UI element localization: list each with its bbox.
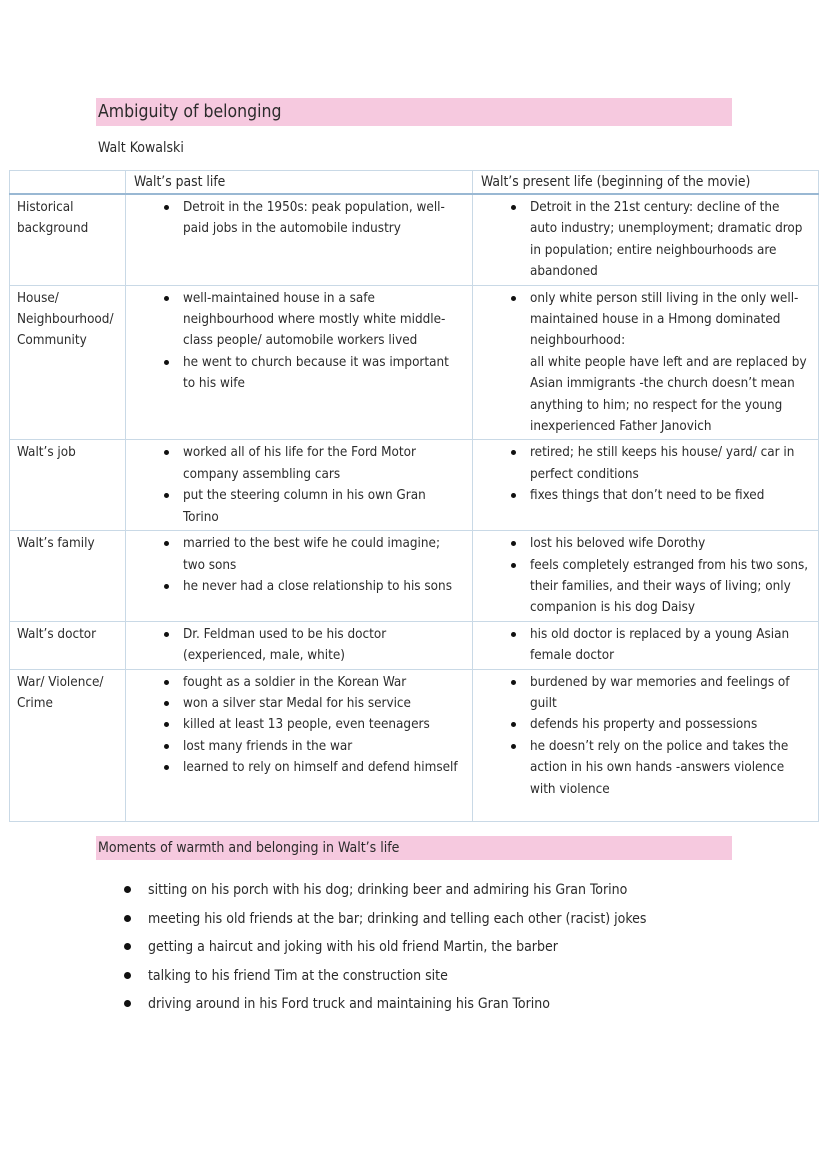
header-past-life: Walt’s past life — [126, 171, 473, 195]
list-item: his old doctor is replaced by a young Asian female doctor — [530, 624, 810, 667]
list-item: retired; he still keeps his house/ yard/ car in perfect conditions — [530, 442, 810, 485]
past-cell — [126, 669, 473, 821]
past-list — [126, 672, 464, 779]
list-item-text: only white person still living in the only well-maintained house in a Hmong dominated neighbourhood: — [530, 290, 799, 349]
present-list — [473, 288, 810, 438]
list-item: married to the best wife he could imagine; two sons — [183, 533, 464, 576]
list-item: he never had a close relationship to his sons — [183, 576, 464, 597]
list-item: lost his beloved wife Dorothy — [530, 533, 810, 554]
table-row — [10, 669, 819, 821]
past-cell — [126, 194, 473, 285]
past-list — [126, 442, 464, 528]
moments-list — [122, 876, 646, 1019]
list-item: he doesn’t rely on the police and takes the action in his own hands -answers violence with violence — [530, 736, 810, 800]
list-item: fixes things that don’t need to be fixed — [530, 485, 810, 506]
list-item: fought as a soldier in the Korean War — [183, 672, 464, 693]
list-item: Detroit in the 21st century: decline of the auto industry; unemployment; dramatic drop in population; entire neighbourhoods are abandoned — [530, 197, 810, 283]
list-item: worked all of his life for the Ford Motor company assembling cars — [183, 442, 464, 485]
list-item: won a silver star Medal for his service — [183, 693, 464, 714]
list-item: meeting his old friends at the bar; drinking and telling each other (racist) jokes — [148, 905, 646, 934]
row-label: Walt’s family — [10, 531, 126, 622]
past-cell — [126, 440, 473, 531]
subtitle: Walt Kowalski — [98, 140, 184, 156]
list-item: getting a haircut and joking with his old friend Martin, the barber — [148, 933, 646, 962]
past-list — [126, 197, 464, 240]
list-item: driving around in his Ford truck and maintaining his Gran Torino — [148, 990, 646, 1019]
list-item: well-maintained house in a safe neighbourhood where mostly white middle-class people/ automobile workers lived — [183, 288, 464, 352]
present-list — [473, 197, 810, 283]
list-item: lost many friends in the war — [183, 736, 464, 757]
present-cell — [473, 194, 819, 285]
list-item: burdened by war memories and feelings of guilt — [530, 672, 810, 715]
table-row — [10, 531, 819, 622]
past-cell — [126, 621, 473, 669]
header-empty — [10, 171, 126, 195]
list-item: Dr. Feldman used to be his doctor (experienced, male, white) — [183, 624, 464, 667]
row-label: Walt’s doctor — [10, 621, 126, 669]
present-cell — [473, 285, 819, 440]
list-item: feels completely estranged from his two sons, their families, and their ways of living; only companion is his dog Daisy — [530, 555, 810, 619]
list-item: Detroit in the 1950s: peak population, well-paid jobs in the automobile industry — [183, 197, 464, 240]
present-cell — [473, 440, 819, 531]
present-list — [473, 533, 810, 619]
row-label: Walt’s job — [10, 440, 126, 531]
present-cell — [473, 669, 819, 821]
table-header-row — [10, 171, 819, 195]
moments-heading: Moments of warmth and belonging in Walt’s life — [96, 836, 732, 860]
list-item: talking to his friend Tim at the construction site — [148, 962, 646, 991]
past-cell — [126, 285, 473, 440]
past-cell — [126, 531, 473, 622]
list-item — [530, 288, 810, 438]
list-item: sitting on his porch with his dog; drinking beer and admiring his Gran Torino — [148, 876, 646, 905]
header-present-life: Walt’s present life (beginning of the movie) — [473, 171, 819, 195]
past-list — [126, 624, 464, 667]
list-item: put the steering column in his own Gran Torino — [183, 485, 464, 528]
list-item: defends his property and possessions — [530, 714, 810, 735]
table-row — [10, 621, 819, 669]
list-item: learned to rely on himself and defend himself — [183, 757, 464, 778]
row-label: War/ Violence/ Crime — [10, 669, 126, 821]
table-row — [10, 194, 819, 285]
row-label: Historical background — [10, 194, 126, 285]
present-list — [473, 624, 810, 667]
list-item: he went to church because it was important to his wife — [183, 352, 464, 395]
list-item-continuation: all white people have left and are replaced by Asian immigrants -the church doesn’t mean anything to him; no respect for the young inexperienced Father Janovich — [530, 354, 807, 435]
present-list — [473, 442, 810, 506]
past-list — [126, 288, 464, 395]
present-list — [473, 672, 810, 800]
comparison-table — [9, 170, 819, 822]
present-cell — [473, 531, 819, 622]
row-label: House/ Neighbourhood/ Community — [10, 285, 126, 440]
table-row — [10, 440, 819, 531]
table-row — [10, 285, 819, 440]
page-title: Ambiguity of belonging — [96, 98, 732, 126]
past-list — [126, 533, 464, 597]
list-item: killed at least 13 people, even teenagers — [183, 714, 464, 735]
present-cell — [473, 621, 819, 669]
